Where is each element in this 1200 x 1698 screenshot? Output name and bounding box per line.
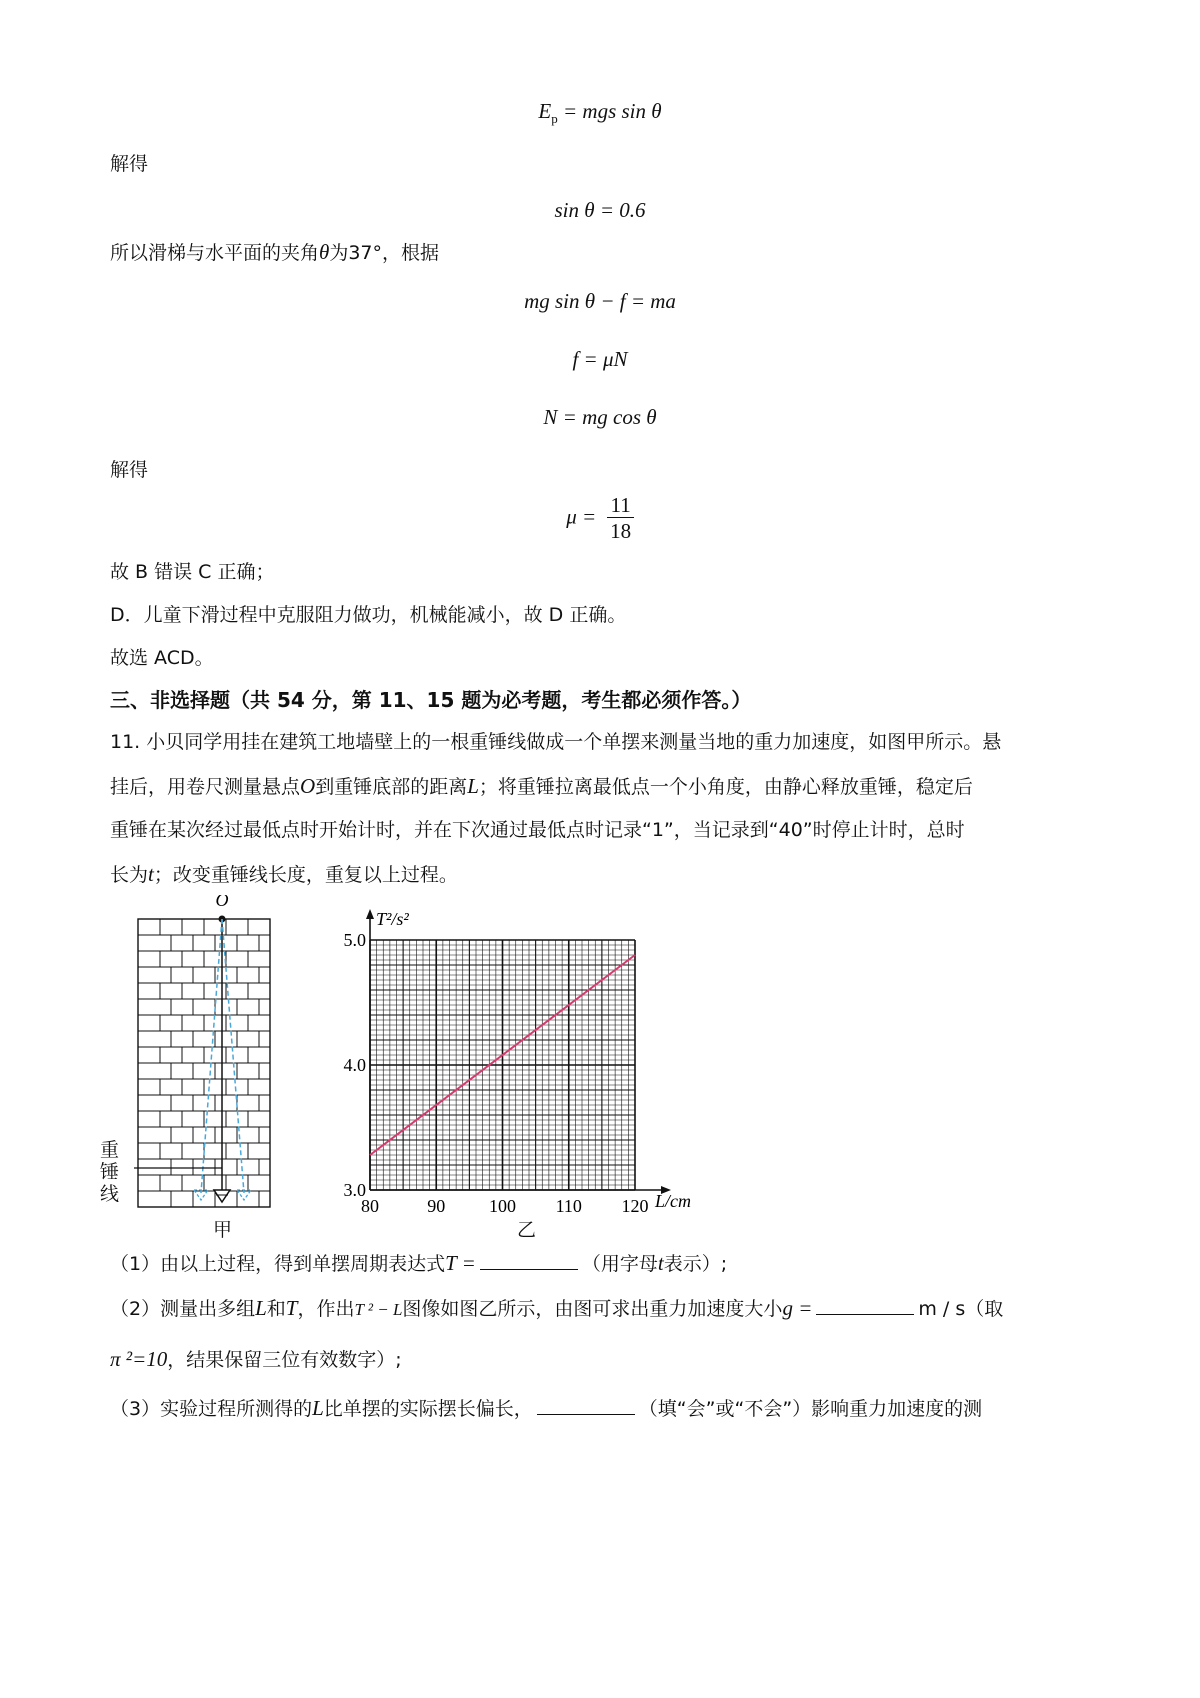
y-axis-label: T²/s² (376, 909, 409, 929)
figure-jia (100, 895, 300, 1259)
sub-question-1: （1）由以上过程，得到单摆周期表达式T = （用字母t表示）; (110, 1251, 728, 1275)
x-tick-label: 120 (621, 1196, 649, 1216)
text-jiede-1: 解得 (110, 153, 149, 175)
equation-friction: f = μN (572, 347, 628, 371)
x-tick-label: 110 (555, 1196, 582, 1216)
text-angle: 所以滑梯与水平面的夹角θ为37°，根据 (110, 240, 440, 264)
equation-newton: mg sin θ − f = ma (524, 289, 676, 313)
answer-blank-2[interactable] (816, 1296, 914, 1315)
fraction-mu: $\frac{11}{18}$ (607, 493, 633, 544)
q11-line-2: 挂后，用卷尺测量悬点O到重锤底部的距离L；将重锤拉离最低点一个小角度，由静心释放重锤，稳定后 (110, 774, 973, 798)
text-conclusion-bc: 故 B 错误 C 正确； (110, 561, 275, 583)
y-tick-label: 5.0 (343, 930, 366, 950)
equation-sin: sin θ = 0.6 (554, 198, 646, 222)
chart-axes (366, 909, 671, 1194)
y-tick-label: 4.0 (343, 1055, 366, 1075)
q11-line-4: 长为t；改变重锤线长度，重复以上过程。 (110, 862, 458, 886)
chart-yi (330, 905, 710, 1244)
equation-mu: μ = $\frac{11}{18}$ (0, 493, 1200, 544)
sub-question-2: （2）测量出多组L和T，作出T ² − L图像如图乙所示，由图可求出重力加速度大小g = m / s（取 (110, 1296, 1004, 1320)
y-tick-label: 3.0 (343, 1180, 366, 1200)
sub-question-3: （3）实验过程所测得的L比单摆的实际摆长偏长， （填“会”或“不会”）影响重力加速度的测 (110, 1396, 983, 1420)
q11-line-3: 重锤在某次经过最低点时开始计时，并在下次通过最低点时记录“1”，当记录到“40”时停止计时，总时 (110, 819, 965, 841)
chart-grid (370, 940, 635, 1190)
x-tick-label: 90 (427, 1196, 446, 1216)
weight-label-1: 重 (100, 1139, 120, 1161)
sub-question-2-cont: π ²=10，结果保留三位有效数字）; (110, 1347, 402, 1371)
weight-label-3: 线 (100, 1183, 120, 1205)
text-choose: 故选 ACD。 (110, 647, 214, 669)
x-tick-label: 100 (489, 1196, 516, 1216)
equation-normal: N = mg cos θ (543, 405, 657, 429)
point-o-label: O (215, 895, 229, 910)
q11-line-1: 11. 小贝同学用挂在建筑工地墙壁上的一根重锤线做成一个单摆来测量当地的重力加速度，如图甲所示。悬 (110, 731, 1002, 753)
equation-ep: $E_p$ = mgs sin θ (538, 99, 662, 127)
x-tick-label: 80 (361, 1196, 379, 1216)
text-jiede-2: 解得 (110, 459, 149, 481)
figure-jia-caption: 甲 (213, 1219, 233, 1241)
weight-label-2: 锤 (100, 1161, 120, 1183)
brick-wall (138, 919, 270, 1207)
x-axis-label: L/cm (655, 1191, 691, 1211)
section-heading: 三、非选择题（共 54 分，第 11、15 题为必考题，考生都必须作答。） (110, 688, 752, 712)
answer-blank-3[interactable] (537, 1396, 635, 1415)
answer-blank-1[interactable] (480, 1251, 578, 1270)
figure-yi-caption: 乙 (517, 1219, 537, 1241)
text-option-d: D．儿童下滑过程中克服阻力做功，机械能减小，故 D 正确。 (110, 604, 627, 626)
y-axis-arrow (366, 909, 374, 919)
